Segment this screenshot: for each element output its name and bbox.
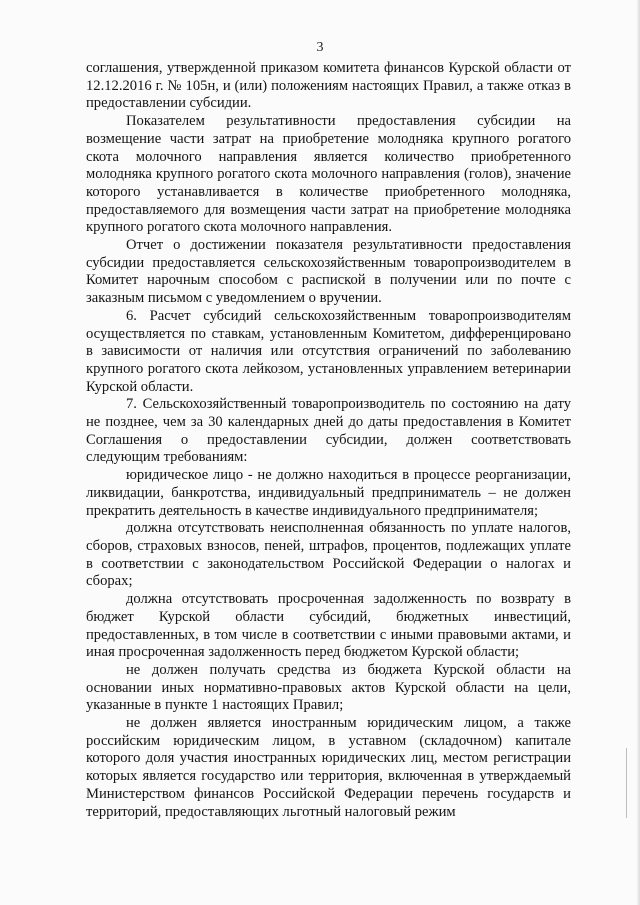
scan-mark <box>626 748 627 818</box>
paragraph-report: Отчет о достижении показателя результативности предоставления субсидии предоставляется сельскохозяйственным товаропроизводителем в Комитет нарочным способом с распиской в получении или по почте с заказным письмом с уведомлением о вручении. <box>86 237 571 307</box>
requirement-other-funds: не должен получать средства из бюджета Курской области на основании иных нормативно-правовых актов Курской области на цели, указанные в пункте 1 настоящих Правил; <box>86 661 571 714</box>
paragraph-item-7: 7. Сельскохозяйственный товаропроизводитель по состоянию на дату не позднее, чем за 30 календарных дней до даты предоставления в Комитет Соглашения о предоставлении субсидии, должен соответствовать следующим требованиям: <box>86 396 571 466</box>
requirement-reorganization: юридическое лицо - не должно находиться в процессе реорганизации, ликвидации, банкротства, индивидуальный предприниматель – не должен прекратить деятельность в качестве индивидуального предпринимателя; <box>86 467 571 519</box>
paragraph-item-6: 6. Расчет субсидий сельскохозяйственным товаропроизводителям осуществляется по ставкам, установленным Комитетом, дифференцировано в зависимости от наличия или отсутствия ограничений по заболеванию крупного рогатого скота лейкозом, установленных управлением ветеринарии Курской области. <box>86 307 571 395</box>
paragraph-performance-indicator: Показателем результативности предоставления субсидии на возмещение части затрат на приобретение молодняка крупного рогатого скота молочного направления является количество приобретенного молодняка крупного рогатого скота молочного направления (голов), значение которого устанавливается в количестве приобретенного молодняка, предоставляемого для возмещения части затрат на приобретение молодняка крупного рогатого скота молочного направления. <box>86 113 571 236</box>
document-body <box>86 60 571 821</box>
requirement-taxes: должна отсутствовать неисполненная обязанность по уплате налогов, сборов, страховых взносов, пеней, штрафов, процентов, подлежащих уплате в соответствии с законодательством Российской Федерации о налогах и сборах; <box>86 520 571 590</box>
requirement-debt: должна отсутствовать просроченная задолженность по возврату в бюджет Курской области субсидий, бюджетных инвестиций, предоставленных, в том числе в соответствии с иными правовыми актами, и иная просроченная задолженность перед бюджетом Курской области; <box>86 591 571 661</box>
paragraph-agreement-continuation: соглашения, утвержденной приказом комитета финансов Курской области от 12.12.2016 г. № 105н, и (или) положениям настоящих Правил, а также отказ в предоставлении субсидии. <box>86 60 571 112</box>
page-number: 3 <box>316 40 324 55</box>
requirement-foreign-entity: не должен является иностранным юридическим лицом, а также российским юридическим лицом, в уставном (складочном) капитале которого доля участия иностранных юридических лиц, местом регистрации которых является государство или территория, включенная в утверждаемый Министерством финансов Российской Федерации перечень государств и территорий, предоставляющих льготный налоговый режим <box>86 715 571 820</box>
